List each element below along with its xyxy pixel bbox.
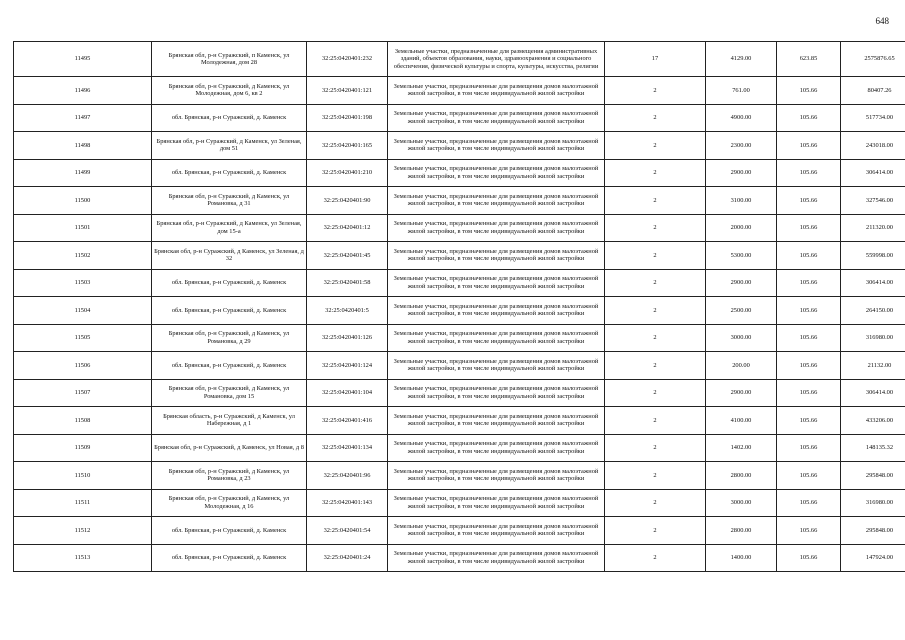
table-row [14, 352, 905, 380]
cadastral-number-cell: 32:25:0420401:24 [307, 544, 388, 572]
rate-cell: 105.66 [777, 434, 841, 462]
address-cell: Брянская обл, р-н Суражский, д Каменск, ул Зеленая, д 32 [152, 242, 307, 270]
area-cell: 3000.00 [706, 489, 777, 517]
cadastral-number-cell: 32:25:0420401:45 [307, 242, 388, 270]
row-number: 11509 [14, 434, 152, 462]
table-row [14, 544, 905, 572]
category-cell: 2 [605, 352, 706, 380]
category-cell: 2 [605, 104, 706, 132]
row-number: 11513 [14, 544, 152, 572]
row-number: 11502 [14, 242, 152, 270]
land-use-cell: Земельные участки, предназначенные для размещения домов малоэтажной жилой застройки, в том числе индивидуальной жилой застройки [388, 462, 605, 490]
row-number: 11506 [14, 352, 152, 380]
row-number: 11496 [14, 77, 152, 105]
rate-cell: 105.66 [777, 269, 841, 297]
table-row [14, 434, 905, 462]
category-cell: 2 [605, 159, 706, 187]
area-cell: 5300.00 [706, 242, 777, 270]
row-number: 11503 [14, 269, 152, 297]
row-number: 11499 [14, 159, 152, 187]
area-cell: 4100.00 [706, 407, 777, 435]
address-cell: обл. Брянская, р-н Суражский, д. Каменск [152, 544, 307, 572]
land-use-cell: Земельные участки, предназначенные для размещения домов малоэтажной жилой застройки, в том числе индивидуальной жилой застройки [388, 214, 605, 242]
row-number: 11504 [14, 297, 152, 325]
area-cell: 1402.00 [706, 434, 777, 462]
land-use-cell: Земельные участки, предназначенные для размещения домов малоэтажной жилой застройки, в том числе индивидуальной жилой застройки [388, 187, 605, 215]
cadastral-number-cell: 32:25:0420401:143 [307, 489, 388, 517]
address-cell: обл. Брянская, р-н Суражский, д. Каменск [152, 297, 307, 325]
table-row [14, 214, 905, 242]
table-row [14, 104, 905, 132]
cadastral-value-cell: 327546.00 [841, 187, 905, 215]
category-cell: 2 [605, 77, 706, 105]
cadastral-value-cell: 2575876.65 [841, 42, 905, 77]
area-cell: 2500.00 [706, 297, 777, 325]
area-cell: 4129.00 [706, 42, 777, 77]
cadastral-number-cell: 32:25:0420401:165 [307, 132, 388, 160]
category-cell: 2 [605, 242, 706, 270]
row-number: 11495 [14, 42, 152, 77]
rate-cell: 105.66 [777, 544, 841, 572]
table-row [14, 462, 905, 490]
address-cell: Брянская область, р-н Суражский, д Каменск, ул Набережная, д 1 [152, 407, 307, 435]
area-cell: 2800.00 [706, 517, 777, 545]
cadastral-value-cell: 295848.00 [841, 517, 905, 545]
land-use-cell: Земельные участки, предназначенные для размещения домов малоэтажной жилой застройки, в том числе индивидуальной жилой застройки [388, 517, 605, 545]
table-row [14, 187, 905, 215]
row-number: 11510 [14, 462, 152, 490]
row-number: 11507 [14, 379, 152, 407]
area-cell: 1400.00 [706, 544, 777, 572]
area-cell: 2900.00 [706, 269, 777, 297]
cadastral-number-cell: 32:25:0420401:12 [307, 214, 388, 242]
category-cell: 2 [605, 187, 706, 215]
address-cell: обл. Брянская, р-н Суражский, д. Каменск [152, 352, 307, 380]
land-use-cell: Земельные участки, предназначенные для размещения домов малоэтажной жилой застройки, в том числе индивидуальной жилой застройки [388, 352, 605, 380]
address-cell: обл. Брянская, р-н Суражский, д. Каменск [152, 159, 307, 187]
cadastral-value-table [13, 41, 905, 572]
table-row [14, 517, 905, 545]
land-use-cell: Земельные участки, предназначенные для размещения домов малоэтажной жилой застройки, в том числе индивидуальной жилой застройки [388, 324, 605, 352]
category-cell: 2 [605, 544, 706, 572]
land-use-cell: Земельные участки, предназначенные для размещения домов малоэтажной жилой застройки, в том числе индивидуальной жилой застройки [388, 242, 605, 270]
table-row [14, 42, 905, 77]
area-cell: 2900.00 [706, 159, 777, 187]
area-cell: 2000.00 [706, 214, 777, 242]
address-cell: обл. Брянская, р-н Суражский, д. Каменск [152, 269, 307, 297]
cadastral-number-cell: 32:25:0420401:198 [307, 104, 388, 132]
table-row [14, 159, 905, 187]
land-use-cell: Земельные участки, предназначенные для размещения домов малоэтажной жилой застройки, в том числе индивидуальной жилой застройки [388, 407, 605, 435]
address-cell: Брянская обл, р-н Суражский, д Каменск, ул Романовка, д 31 [152, 187, 307, 215]
address-cell: Брянская обл, р-н Суражский, д Каменск, ул Молодежная, д 16 [152, 489, 307, 517]
row-number: 11512 [14, 517, 152, 545]
cadastral-number-cell: 32:25:0420401:104 [307, 379, 388, 407]
cadastral-value-cell: 295848.00 [841, 462, 905, 490]
table-row [14, 489, 905, 517]
cadastral-value-cell: 306414.00 [841, 379, 905, 407]
cadastral-value-cell: 80407.26 [841, 77, 905, 105]
land-use-cell: Земельные участки, предназначенные для размещения домов малоэтажной жилой застройки, в том числе индивидуальной жилой застройки [388, 104, 605, 132]
category-cell: 2 [605, 517, 706, 545]
cadastral-value-cell: 559998.00 [841, 242, 905, 270]
category-cell: 2 [605, 214, 706, 242]
category-cell: 2 [605, 269, 706, 297]
cadastral-value-cell: 21132.00 [841, 352, 905, 380]
rate-cell: 105.66 [777, 324, 841, 352]
cadastral-value-cell: 148135.32 [841, 434, 905, 462]
rate-cell: 105.66 [777, 407, 841, 435]
rate-cell: 105.66 [777, 297, 841, 325]
rate-cell: 105.66 [777, 352, 841, 380]
cadastral-number-cell: 32:25:0420401:58 [307, 269, 388, 297]
cadastral-value-cell: 211320.00 [841, 214, 905, 242]
address-cell: обл. Брянская, р-н Суражский, д. Каменск [152, 104, 307, 132]
cadastral-value-cell: 517734.00 [841, 104, 905, 132]
table-body [14, 42, 905, 572]
area-cell: 3100.00 [706, 187, 777, 215]
category-cell: 2 [605, 132, 706, 160]
land-use-cell: Земельные участки, предназначенные для размещения домов малоэтажной жилой застройки, в том числе индивидуальной жилой застройки [388, 434, 605, 462]
cadastral-number-cell: 32:25:0420401:96 [307, 462, 388, 490]
rate-cell: 105.66 [777, 214, 841, 242]
cadastral-number-cell: 32:25:0420401:121 [307, 77, 388, 105]
cadastral-value-cell: 264150.00 [841, 297, 905, 325]
address-cell: Брянская обл, р-н Суражский, д Каменск, ул Зеленая, дом 51 [152, 132, 307, 160]
rate-cell: 623.85 [777, 42, 841, 77]
table-row [14, 407, 905, 435]
table-row [14, 77, 905, 105]
cadastral-value-cell: 243018.00 [841, 132, 905, 160]
table-row [14, 324, 905, 352]
rate-cell: 105.66 [777, 104, 841, 132]
category-cell: 2 [605, 489, 706, 517]
area-cell: 2300.00 [706, 132, 777, 160]
land-use-cell: Земельные участки, предназначенные для размещения домов малоэтажной жилой застройки, в том числе индивидуальной жилой застройки [388, 132, 605, 160]
category-cell: 2 [605, 324, 706, 352]
rate-cell: 105.66 [777, 517, 841, 545]
row-number: 11497 [14, 104, 152, 132]
rate-cell: 105.66 [777, 462, 841, 490]
row-number: 11498 [14, 132, 152, 160]
cadastral-value-cell: 433206.00 [841, 407, 905, 435]
table-row [14, 269, 905, 297]
cadastral-value-cell: 316980.00 [841, 489, 905, 517]
cadastral-number-cell: 32:25:0420401:126 [307, 324, 388, 352]
address-cell: обл. Брянская, р-н Суражский, д. Каменск [152, 517, 307, 545]
rate-cell: 105.66 [777, 242, 841, 270]
address-cell: Брянская обл, р-н Суражский, д Каменск, ул Романовка, д 23 [152, 462, 307, 490]
area-cell: 3000.00 [706, 324, 777, 352]
land-use-cell: Земельные участки, предназначенные для размещения домов малоэтажной жилой застройки, в том числе индивидуальной жилой застройки [388, 297, 605, 325]
land-use-cell: Земельные участки, предназначенные для размещения домов малоэтажной жилой застройки, в том числе индивидуальной жилой застройки [388, 269, 605, 297]
rate-cell: 105.66 [777, 379, 841, 407]
category-cell: 2 [605, 297, 706, 325]
table-row [14, 132, 905, 160]
cadastral-number-cell: 32:25:0420401:90 [307, 187, 388, 215]
address-cell: Брянская обл, р-н Суражский, п Каменск, ул Молодежная, дом 28 [152, 42, 307, 77]
cadastral-value-cell: 316980.00 [841, 324, 905, 352]
page-number: 648 [875, 16, 889, 26]
row-number: 11508 [14, 407, 152, 435]
area-cell: 2800.00 [706, 462, 777, 490]
rate-cell: 105.66 [777, 489, 841, 517]
rate-cell: 105.66 [777, 132, 841, 160]
cadastral-number-cell: 32:25:0420401:210 [307, 159, 388, 187]
category-cell: 2 [605, 407, 706, 435]
category-cell: 17 [605, 42, 706, 77]
rate-cell: 105.66 [777, 187, 841, 215]
area-cell: 761.00 [706, 77, 777, 105]
cadastral-number-cell: 32:25:0420401:54 [307, 517, 388, 545]
address-cell: Брянская обл, р-н Суражский, д Каменск, ул Романовка, дом 15 [152, 379, 307, 407]
address-cell: Брянская обл, р-н Суражский, д Каменск, ул Зеленая, дом 15-а [152, 214, 307, 242]
row-number: 11505 [14, 324, 152, 352]
address-cell: Брянская обл, р-н Суражский, д Каменск, ул Новая, д 8 [152, 434, 307, 462]
category-cell: 2 [605, 434, 706, 462]
cadastral-value-cell: 147924.00 [841, 544, 905, 572]
rate-cell: 105.66 [777, 159, 841, 187]
category-cell: 2 [605, 462, 706, 490]
row-number: 11511 [14, 489, 152, 517]
cadastral-value-cell: 306414.00 [841, 159, 905, 187]
category-cell: 2 [605, 379, 706, 407]
cadastral-number-cell: 32:25:0420401:124 [307, 352, 388, 380]
address-cell: Брянская обл, р-н Суражский, д Каменск, ул Молодежная, дом 6, кв 2 [152, 77, 307, 105]
area-cell: 200.00 [706, 352, 777, 380]
land-use-cell: Земельные участки, предназначенные для размещения домов малоэтажной жилой застройки, в том числе индивидуальной жилой застройки [388, 77, 605, 105]
land-use-cell: Земельные участки, предназначенные для размещения административных зданий, объектов образования, науки, здравоохранения и социального обеспечения, физической культуры и спорта, культуры, искусства, религии [388, 42, 605, 77]
row-number: 11500 [14, 187, 152, 215]
cadastral-number-cell: 32:25:0420401:416 [307, 407, 388, 435]
cadastral-value-cell: 306414.00 [841, 269, 905, 297]
address-cell: Брянская обл, р-н Суражский, д Каменск, ул Романовка, д 29 [152, 324, 307, 352]
area-cell: 4900.00 [706, 104, 777, 132]
table-row [14, 379, 905, 407]
cadastral-number-cell: 32:25:0420401:232 [307, 42, 388, 77]
table-row [14, 297, 905, 325]
land-use-cell: Земельные участки, предназначенные для размещения домов малоэтажной жилой застройки, в том числе индивидуальной жилой застройки [388, 544, 605, 572]
land-use-cell: Земельные участки, предназначенные для размещения домов малоэтажной жилой застройки, в том числе индивидуальной жилой застройки [388, 489, 605, 517]
land-use-cell: Земельные участки, предназначенные для размещения домов малоэтажной жилой застройки, в том числе индивидуальной жилой застройки [388, 159, 605, 187]
rate-cell: 105.66 [777, 77, 841, 105]
cadastral-number-cell: 32:25:0420401:134 [307, 434, 388, 462]
table-row [14, 242, 905, 270]
cadastral-number-cell: 32:25:0420401:5 [307, 297, 388, 325]
area-cell: 2900.00 [706, 379, 777, 407]
row-number: 11501 [14, 214, 152, 242]
land-use-cell: Земельные участки, предназначенные для размещения домов малоэтажной жилой застройки, в том числе индивидуальной жилой застройки [388, 379, 605, 407]
